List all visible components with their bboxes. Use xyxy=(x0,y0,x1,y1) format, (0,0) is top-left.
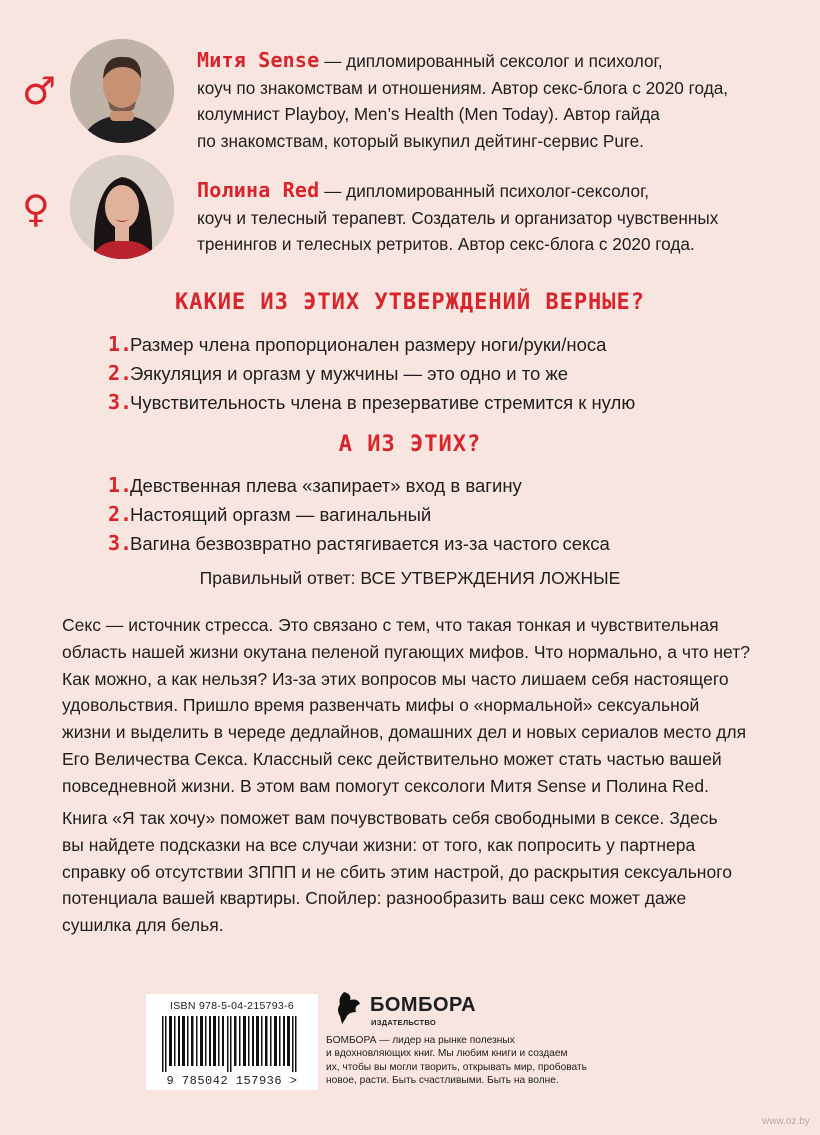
list-number: 3. xyxy=(108,390,133,414)
watermark: www.oz.by xyxy=(762,1116,810,1127)
list-text: Девственная плева «запирает» вход в вагину xyxy=(130,475,522,496)
list-item xyxy=(108,529,610,558)
publisher-name: БОМБОРА xyxy=(370,994,477,1016)
list-number: 1. xyxy=(108,473,133,497)
male-icon: ♂ xyxy=(22,69,57,113)
publisher-desc-line: и вдохновляющих книг. Мы любим книги и создаем xyxy=(326,1048,568,1060)
description-paragraph-2 xyxy=(62,805,762,939)
publisher-desc-line: БОМБОРА — лидер на рынке полезных xyxy=(326,1035,515,1046)
list-number: 3. xyxy=(108,531,133,555)
author-bio-polina xyxy=(197,177,797,258)
barcode-icon xyxy=(160,1016,304,1072)
bio-line: коуч и телесный терапевт. Создатель и организатор чувственных xyxy=(197,207,719,228)
paragraph-line: Секс — источник стресса. Это связано с тем, что такая тонкая и чувствительная xyxy=(62,615,719,635)
list-text: Размер члена пропорционален размеру ноги/руки/носа xyxy=(130,334,607,355)
paragraph-line: Книга «Я так хочу» поможет вам почувствовать себя свободными в сексе. Здесь xyxy=(62,808,718,828)
list-text: Эякуляция и оргазм у мужчины — это одно и то же xyxy=(130,363,569,384)
list-text: Чувствительность члена в презервативе стремится к нулю xyxy=(130,392,636,413)
author-bio-mitya xyxy=(197,47,797,154)
author-photo-polina xyxy=(70,155,174,259)
paragraph-line: Его Величества Секса. Классный секс действительно может стать частью вашей xyxy=(62,748,722,769)
quiz2-list xyxy=(108,471,610,558)
correct-answer: Правильный ответ: ВСЕ УТВЕРЖДЕНИЯ ЛОЖНЫЕ xyxy=(199,568,621,588)
author-name-mitya: Митя Sense xyxy=(197,48,320,72)
isbn-label: ISBN 978-5-04-215793-6 xyxy=(170,1000,294,1012)
list-number: 2. xyxy=(108,361,133,385)
bio-line: по знакомствам, который выкупил дейтинг-сервис Pure. xyxy=(197,130,644,151)
publisher-subtitle: ИЗДАТЕЛЬСТВО xyxy=(371,1018,436,1027)
list-item xyxy=(108,388,635,417)
list-item xyxy=(108,471,610,500)
quiz2-heading: А ИЗ ЭТИХ? xyxy=(338,432,482,457)
author-name-polina: Полина Red xyxy=(197,178,320,202)
female-icon: ♀ xyxy=(22,187,50,231)
paragraph-line: область нашей жизни окутана пеленой пугающих мифов. Что нормально, а что нет? xyxy=(62,641,750,662)
publisher-desc-line: их, чтобы вы могли творить, открывать мир, пробовать xyxy=(326,1061,587,1073)
bio-line: — дипломированный сексолог и психолог, xyxy=(319,51,663,71)
paragraph-line: удовольствия. Пришло время развенчать мифы о «нормальной» сексуальной xyxy=(62,695,700,716)
list-text: Настоящий оргазм — вагинальный xyxy=(130,504,432,525)
paragraph-line: вы найдете подсказки на все случаи жизни: от того, как попросить у партнера xyxy=(62,834,696,855)
isbn-barcode xyxy=(146,994,318,1090)
paragraph-line: сушилка для белья. xyxy=(62,915,224,936)
paragraph-line: жизни и выделить в череде дедлайнов, домашних дел и новых сериалов место для xyxy=(62,722,747,743)
list-item xyxy=(108,359,635,388)
bio-line: коуч по знакомствам и отношениям. Автор секс-блога с 2020 года, xyxy=(197,77,729,98)
paragraph-line: потенциала вашей квартиры. Спойлер: разнообразить ваш секс может даже xyxy=(62,888,687,909)
list-number: 1. xyxy=(108,332,133,356)
bio-line: — дипломированный психолог-сексолог, xyxy=(319,181,650,201)
paragraph-line: повседневной жизни. В этом вам помогут сексологи Митя Sense и Полина Red. xyxy=(62,775,710,796)
quiz1-heading: КАКИЕ ИЗ ЭТИХ УТВЕРЖДЕНИЙ ВЕРНЫЕ? xyxy=(174,290,646,315)
list-item xyxy=(108,330,635,359)
publisher-desc-line: новое, расти. Быть счастливыми. Быть на волне. xyxy=(326,1074,559,1086)
list-text: Вагина безвозвратно растягивается из-за частого секса xyxy=(130,533,610,554)
quiz1-list xyxy=(108,330,635,417)
paragraph-line: Как можно, а как нельзя? Из-за этих вопросов мы часто лишаем себя настоящего xyxy=(62,668,729,689)
paragraph-line: справку об отсутствии ЗППП и не сбить этим настрой, до раскрытия сексуального xyxy=(62,861,732,882)
list-item xyxy=(108,500,610,529)
description-paragraph-1 xyxy=(62,612,762,800)
bio-line: колумнист Playboy, Men’s Health (Men Today). Автор гайда xyxy=(197,104,660,124)
author-photo-mitya xyxy=(70,39,174,143)
publisher-logo-icon xyxy=(336,990,368,1026)
bio-line: тренингов и телесных ретритов. Автор секс-блога с 2020 года. xyxy=(197,234,695,254)
isbn-digits: 9 785042 157936 > xyxy=(166,1074,298,1088)
list-number: 2. xyxy=(108,502,133,526)
publisher-description xyxy=(326,1034,626,1087)
